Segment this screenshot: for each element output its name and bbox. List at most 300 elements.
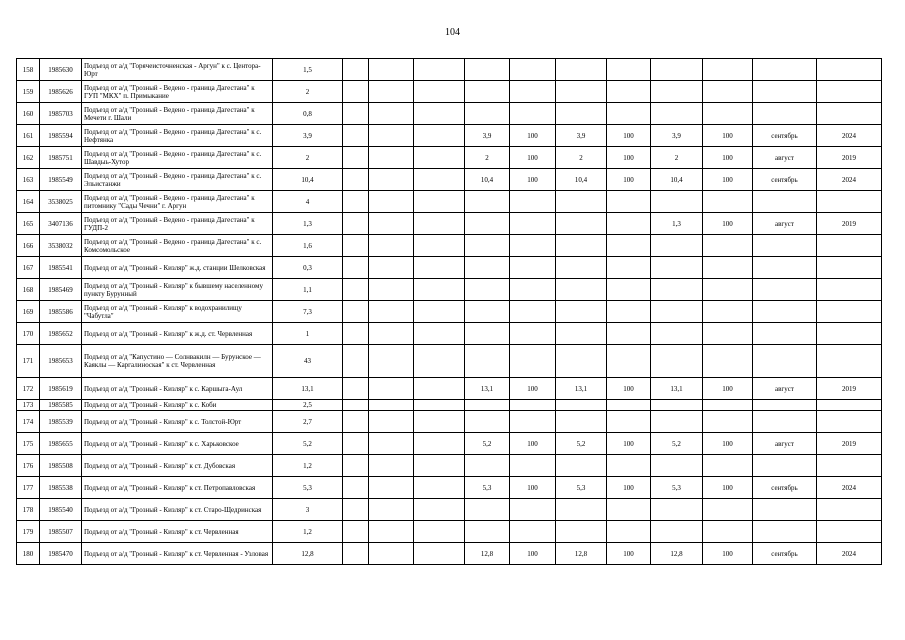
value-cell xyxy=(369,433,414,455)
value-cell: 5,2 xyxy=(651,433,703,455)
value-cell xyxy=(651,323,703,345)
value-cell xyxy=(510,455,556,477)
year-cell: 2019 xyxy=(817,213,882,235)
value-cell xyxy=(343,191,369,213)
value-cell xyxy=(465,499,510,521)
table-row xyxy=(17,301,882,323)
road-code: 3407136 xyxy=(40,213,82,235)
road-code: 1985539 xyxy=(40,411,82,433)
road-length: 2,7 xyxy=(273,411,343,433)
row-number: 158 xyxy=(17,59,40,81)
value-cell: 3,9 xyxy=(465,125,510,147)
value-cell xyxy=(465,257,510,279)
table-body xyxy=(17,59,882,565)
year-cell: 2024 xyxy=(817,543,882,565)
road-length: 7,3 xyxy=(273,301,343,323)
value-cell xyxy=(607,400,651,411)
value-cell: 100 xyxy=(510,147,556,169)
value-cell xyxy=(343,455,369,477)
month-cell: август xyxy=(753,147,817,169)
value-cell xyxy=(703,257,753,279)
road-name: Подъезд от а/д "Грозный - Ведено - граница Дагестана" к с. Эльистанжи xyxy=(82,169,273,191)
road-length: 13,1 xyxy=(273,378,343,400)
year-cell xyxy=(817,81,882,103)
value-cell xyxy=(556,59,607,81)
value-cell xyxy=(651,59,703,81)
value-cell xyxy=(414,477,465,499)
value-cell xyxy=(607,257,651,279)
year-cell xyxy=(817,191,882,213)
road-code: 3538025 xyxy=(40,191,82,213)
road-name: Подъезд от а/д "Грозный - Кизляр" к с. Каршыга-Аул xyxy=(82,378,273,400)
road-code: 1985549 xyxy=(40,169,82,191)
table-row xyxy=(17,400,882,411)
value-cell: 100 xyxy=(607,433,651,455)
value-cell xyxy=(465,279,510,301)
year-cell: 2024 xyxy=(817,125,882,147)
month-cell xyxy=(753,191,817,213)
value-cell xyxy=(703,191,753,213)
value-cell xyxy=(607,59,651,81)
value-cell xyxy=(414,499,465,521)
value-cell xyxy=(607,213,651,235)
value-cell xyxy=(414,235,465,257)
value-cell xyxy=(465,400,510,411)
table-row xyxy=(17,125,882,147)
value-cell xyxy=(556,323,607,345)
value-cell xyxy=(414,169,465,191)
value-cell: 5,2 xyxy=(465,433,510,455)
value-cell xyxy=(369,543,414,565)
row-number: 173 xyxy=(17,400,40,411)
value-cell xyxy=(414,213,465,235)
road-length: 0,8 xyxy=(273,103,343,125)
value-cell: 5,3 xyxy=(556,477,607,499)
value-cell xyxy=(343,323,369,345)
value-cell: 13,1 xyxy=(465,378,510,400)
value-cell xyxy=(343,301,369,323)
value-cell xyxy=(510,59,556,81)
row-number: 171 xyxy=(17,345,40,378)
year-cell: 2019 xyxy=(817,378,882,400)
value-cell: 3,9 xyxy=(651,125,703,147)
value-cell xyxy=(607,499,651,521)
page-number: 104 xyxy=(445,27,460,38)
value-cell xyxy=(369,169,414,191)
road-length: 5,3 xyxy=(273,477,343,499)
road-name: Подъезд от а/д "Грозный - Кизляр" к ст. Червленная - Узловая xyxy=(82,543,273,565)
value-cell xyxy=(703,235,753,257)
value-cell xyxy=(465,301,510,323)
value-cell xyxy=(510,191,556,213)
month-cell xyxy=(753,257,817,279)
road-name: Подъезд от а/д "Грозный - Ведено - граница Дагестана" к с. Комсомольское xyxy=(82,235,273,257)
value-cell xyxy=(343,103,369,125)
value-cell: 100 xyxy=(607,543,651,565)
value-cell xyxy=(414,378,465,400)
row-number: 162 xyxy=(17,147,40,169)
road-name: Подъезд от а/д "Грозный - Ведено - граница Дагестана" к питомнику "Сады Чечни" г. Аргун xyxy=(82,191,273,213)
value-cell: 10,4 xyxy=(651,169,703,191)
value-cell xyxy=(369,378,414,400)
value-cell xyxy=(556,345,607,378)
value-cell xyxy=(414,191,465,213)
table-row xyxy=(17,378,882,400)
value-cell: 100 xyxy=(510,433,556,455)
table-row xyxy=(17,59,882,81)
road-name: Подъезд от а/д "Капустино — Солнвакилн — Бурунское — Каяклы — Каргалиноская" к ст. Червленная xyxy=(82,345,273,378)
month-cell xyxy=(753,411,817,433)
month-cell xyxy=(753,59,817,81)
value-cell xyxy=(607,411,651,433)
value-cell xyxy=(607,323,651,345)
value-cell xyxy=(651,103,703,125)
table-row xyxy=(17,213,882,235)
value-cell xyxy=(651,499,703,521)
value-cell xyxy=(343,235,369,257)
value-cell xyxy=(556,400,607,411)
month-cell: август xyxy=(753,433,817,455)
road-name: Подъезд от а/д "Грозный - Ведено - граница Дагестана" к Мечети г. Шали xyxy=(82,103,273,125)
table-row xyxy=(17,455,882,477)
value-cell xyxy=(343,81,369,103)
year-cell: 2024 xyxy=(817,477,882,499)
road-code: 1985653 xyxy=(40,345,82,378)
year-cell: 2019 xyxy=(817,433,882,455)
value-cell xyxy=(414,103,465,125)
value-cell xyxy=(703,400,753,411)
value-cell xyxy=(369,213,414,235)
month-cell xyxy=(753,345,817,378)
month-cell xyxy=(753,301,817,323)
value-cell xyxy=(414,323,465,345)
value-cell: 10,4 xyxy=(556,169,607,191)
value-cell xyxy=(556,521,607,543)
table-row xyxy=(17,103,882,125)
table-row xyxy=(17,279,882,301)
road-length: 1,6 xyxy=(273,235,343,257)
month-cell xyxy=(753,235,817,257)
road-length: 0,3 xyxy=(273,257,343,279)
value-cell: 13,1 xyxy=(651,378,703,400)
table-row xyxy=(17,323,882,345)
road-code: 1985594 xyxy=(40,125,82,147)
table-row xyxy=(17,169,882,191)
value-cell: 100 xyxy=(607,147,651,169)
value-cell xyxy=(343,213,369,235)
value-cell xyxy=(465,81,510,103)
value-cell xyxy=(651,257,703,279)
value-cell xyxy=(369,279,414,301)
road-length: 1,5 xyxy=(273,59,343,81)
road-name: Подъезд от а/д "Горячеисточненская - Аргун" к с. Центора-Юрт xyxy=(82,59,273,81)
row-number: 180 xyxy=(17,543,40,565)
value-cell xyxy=(651,455,703,477)
value-cell xyxy=(556,81,607,103)
month-cell xyxy=(753,279,817,301)
value-cell xyxy=(369,499,414,521)
value-cell xyxy=(369,345,414,378)
year-cell xyxy=(817,323,882,345)
year-cell xyxy=(817,279,882,301)
road-name: Подъезд от а/д "Грозный - Кизляр" к ст. Старо-Щедринская xyxy=(82,499,273,521)
road-name: Подъезд от а/д "Грозный - Кизляр" ж.д. станции Шелковская xyxy=(82,257,273,279)
road-code: 1985508 xyxy=(40,455,82,477)
value-cell xyxy=(510,81,556,103)
road-code: 1985538 xyxy=(40,477,82,499)
value-cell xyxy=(703,521,753,543)
road-length: 3,9 xyxy=(273,125,343,147)
month-cell xyxy=(753,521,817,543)
value-cell xyxy=(414,455,465,477)
value-cell xyxy=(465,345,510,378)
road-length: 10,4 xyxy=(273,169,343,191)
value-cell xyxy=(343,521,369,543)
value-cell xyxy=(343,499,369,521)
road-code: 3538032 xyxy=(40,235,82,257)
value-cell xyxy=(607,81,651,103)
value-cell xyxy=(651,411,703,433)
value-cell: 13,1 xyxy=(556,378,607,400)
row-number: 177 xyxy=(17,477,40,499)
value-cell: 100 xyxy=(703,147,753,169)
value-cell xyxy=(556,279,607,301)
value-cell xyxy=(510,400,556,411)
year-cell xyxy=(817,235,882,257)
value-cell: 5,3 xyxy=(465,477,510,499)
value-cell xyxy=(465,521,510,543)
value-cell: 2 xyxy=(651,147,703,169)
road-code: 1985586 xyxy=(40,301,82,323)
value-cell xyxy=(607,235,651,257)
year-cell: 2019 xyxy=(817,147,882,169)
year-cell xyxy=(817,257,882,279)
row-number: 174 xyxy=(17,411,40,433)
row-number: 170 xyxy=(17,323,40,345)
value-cell xyxy=(414,521,465,543)
value-cell xyxy=(369,301,414,323)
road-name: Подъезд от а/д "Грозный - Ведено - граница Дагестана" к ГУДП-2 xyxy=(82,213,273,235)
road-length: 43 xyxy=(273,345,343,378)
value-cell: 2 xyxy=(465,147,510,169)
value-cell: 100 xyxy=(607,378,651,400)
value-cell: 100 xyxy=(703,378,753,400)
value-cell xyxy=(343,411,369,433)
value-cell xyxy=(414,543,465,565)
value-cell: 100 xyxy=(703,125,753,147)
value-cell xyxy=(369,257,414,279)
year-cell xyxy=(817,345,882,378)
row-number: 164 xyxy=(17,191,40,213)
value-cell xyxy=(703,81,753,103)
road-code: 1985652 xyxy=(40,323,82,345)
value-cell xyxy=(510,345,556,378)
value-cell: 5,2 xyxy=(556,433,607,455)
row-number: 175 xyxy=(17,433,40,455)
value-cell xyxy=(414,257,465,279)
value-cell xyxy=(651,81,703,103)
road-length: 2 xyxy=(273,81,343,103)
value-cell xyxy=(369,323,414,345)
road-code: 1985626 xyxy=(40,81,82,103)
value-cell xyxy=(465,411,510,433)
value-cell xyxy=(510,323,556,345)
value-cell xyxy=(414,125,465,147)
road-name: Подъезд от а/д "Грозный - Кизляр" к с. Коби xyxy=(82,400,273,411)
value-cell: 1,3 xyxy=(651,213,703,235)
value-cell xyxy=(465,103,510,125)
road-code: 1985541 xyxy=(40,257,82,279)
value-cell xyxy=(703,59,753,81)
table-row xyxy=(17,499,882,521)
value-cell: 100 xyxy=(607,169,651,191)
month-cell xyxy=(753,455,817,477)
road-name: Подъезд от а/д "Грозный - Кизляр" к ст. Дубовская xyxy=(82,455,273,477)
road-name: Подъезд от а/д "Грозный - Кизляр" к ст. Петропавловская xyxy=(82,477,273,499)
row-number: 168 xyxy=(17,279,40,301)
value-cell: 100 xyxy=(703,213,753,235)
value-cell xyxy=(369,59,414,81)
road-code: 1985619 xyxy=(40,378,82,400)
value-cell xyxy=(651,400,703,411)
value-cell xyxy=(607,455,651,477)
value-cell xyxy=(369,147,414,169)
value-cell xyxy=(607,103,651,125)
value-cell xyxy=(465,59,510,81)
road-code: 1985655 xyxy=(40,433,82,455)
value-cell xyxy=(556,103,607,125)
month-cell: сентябрь xyxy=(753,169,817,191)
value-cell xyxy=(343,59,369,81)
value-cell xyxy=(465,191,510,213)
row-number: 178 xyxy=(17,499,40,521)
value-cell xyxy=(703,411,753,433)
value-cell xyxy=(414,147,465,169)
row-number: 165 xyxy=(17,213,40,235)
value-cell xyxy=(369,81,414,103)
value-cell xyxy=(414,81,465,103)
value-cell: 5,3 xyxy=(651,477,703,499)
value-cell: 100 xyxy=(703,433,753,455)
value-cell xyxy=(510,521,556,543)
road-name: Подъезд от а/д "Грозный - Кизляр" к с. Толстой-Юрт xyxy=(82,411,273,433)
year-cell xyxy=(817,301,882,323)
value-cell xyxy=(465,235,510,257)
value-cell xyxy=(703,279,753,301)
value-cell xyxy=(343,433,369,455)
table-row xyxy=(17,257,882,279)
value-cell xyxy=(343,543,369,565)
road-length: 1,2 xyxy=(273,455,343,477)
road-code: 1985703 xyxy=(40,103,82,125)
value-cell xyxy=(369,521,414,543)
value-cell xyxy=(510,103,556,125)
value-cell xyxy=(369,411,414,433)
year-cell xyxy=(817,455,882,477)
value-cell xyxy=(703,499,753,521)
year-cell xyxy=(817,400,882,411)
value-cell xyxy=(369,400,414,411)
road-name: Подъезд от а/д "Грозный - Ведено - граница Дагестана" к ГУП "МКХ" п. Примыкание xyxy=(82,81,273,103)
month-cell xyxy=(753,323,817,345)
road-name: Подъезд от а/д "Грозный - Кизляр" к бывшему населенному пункту Бурунный xyxy=(82,279,273,301)
table-row xyxy=(17,477,882,499)
row-number: 160 xyxy=(17,103,40,125)
value-cell xyxy=(343,378,369,400)
road-name: Подъезд от а/д "Грозный - Кизляр" к с. Харьковское xyxy=(82,433,273,455)
value-cell xyxy=(510,411,556,433)
road-code: 1985751 xyxy=(40,147,82,169)
value-cell xyxy=(510,257,556,279)
road-length: 2,5 xyxy=(273,400,343,411)
value-cell xyxy=(414,400,465,411)
value-cell xyxy=(556,455,607,477)
road-length: 12,8 xyxy=(273,543,343,565)
month-cell xyxy=(753,103,817,125)
roads-table xyxy=(16,58,882,565)
road-code: 1985585 xyxy=(40,400,82,411)
value-cell xyxy=(703,103,753,125)
value-cell xyxy=(510,213,556,235)
value-cell xyxy=(651,521,703,543)
value-cell xyxy=(703,323,753,345)
table-row xyxy=(17,543,882,565)
month-cell xyxy=(753,499,817,521)
road-code: 1985470 xyxy=(40,543,82,565)
value-cell xyxy=(651,345,703,378)
table-row xyxy=(17,411,882,433)
value-cell xyxy=(414,345,465,378)
month-cell: сентябрь xyxy=(753,543,817,565)
value-cell: 12,8 xyxy=(651,543,703,565)
road-length: 1,1 xyxy=(273,279,343,301)
table-row xyxy=(17,81,882,103)
road-name: Подъезд от а/д "Грозный - Ведено - граница Дагестана" к с. Нефтянка xyxy=(82,125,273,147)
value-cell xyxy=(369,125,414,147)
year-cell xyxy=(817,411,882,433)
value-cell: 100 xyxy=(703,477,753,499)
row-number: 167 xyxy=(17,257,40,279)
value-cell xyxy=(703,301,753,323)
value-cell xyxy=(369,455,414,477)
month-cell: август xyxy=(753,378,817,400)
table-row xyxy=(17,191,882,213)
month-cell xyxy=(753,400,817,411)
road-length: 3 xyxy=(273,499,343,521)
value-cell xyxy=(414,59,465,81)
value-cell: 3,9 xyxy=(556,125,607,147)
value-cell xyxy=(465,323,510,345)
road-code: 1985469 xyxy=(40,279,82,301)
value-cell xyxy=(607,521,651,543)
value-cell xyxy=(414,279,465,301)
value-cell xyxy=(703,345,753,378)
row-number: 163 xyxy=(17,169,40,191)
value-cell: 100 xyxy=(607,477,651,499)
value-cell xyxy=(414,433,465,455)
value-cell xyxy=(607,345,651,378)
road-name: Подъезд от а/д "Грозный - Кизляр" к водохранилищу "Чабутла" xyxy=(82,301,273,323)
value-cell xyxy=(343,147,369,169)
value-cell: 12,8 xyxy=(465,543,510,565)
row-number: 169 xyxy=(17,301,40,323)
value-cell xyxy=(343,477,369,499)
value-cell xyxy=(369,103,414,125)
row-number: 161 xyxy=(17,125,40,147)
value-cell xyxy=(556,191,607,213)
year-cell xyxy=(817,499,882,521)
value-cell xyxy=(651,279,703,301)
